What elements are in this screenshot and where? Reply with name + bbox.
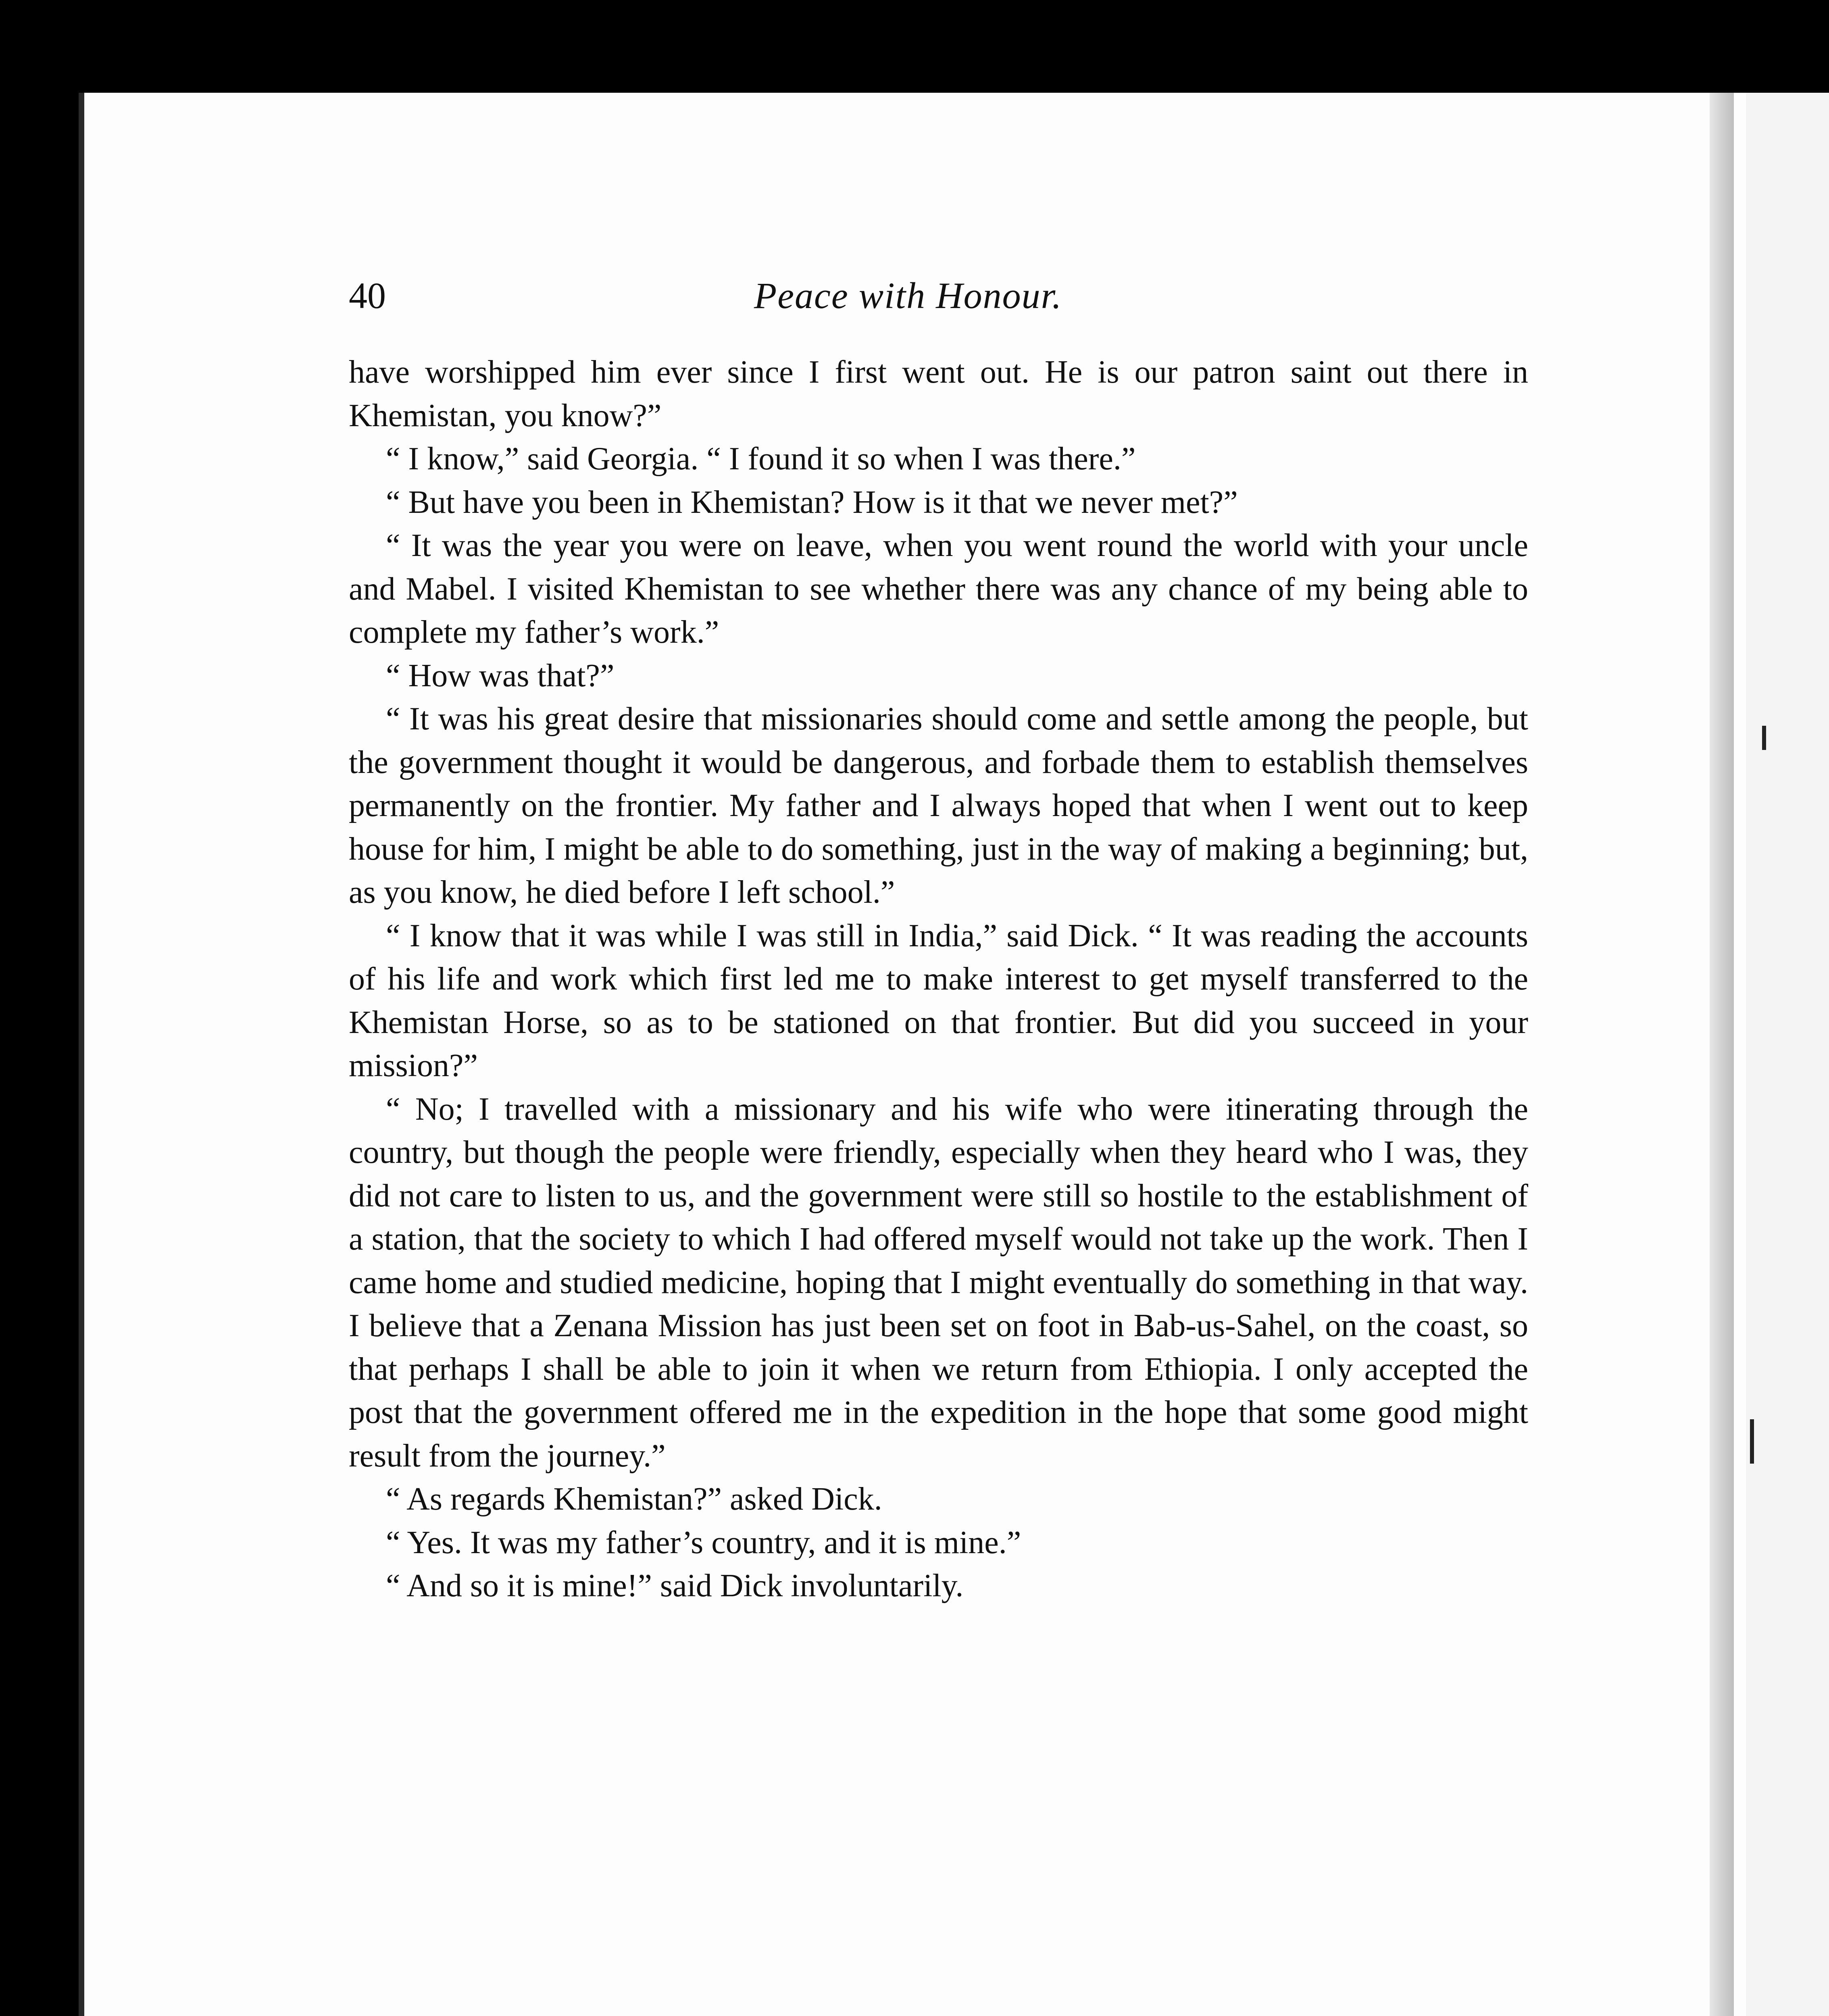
binding-mark — [1762, 726, 1766, 750]
adjacent-page-edge — [1746, 93, 1829, 2016]
binding-mark — [1750, 1419, 1754, 1464]
paragraph: have worshipped him ever since I first went out. He is our patron saint out there in Khemistan, you know?” — [349, 354, 1528, 433]
running-title: Peace with Honour. — [754, 275, 1062, 316]
paragraph: “ But have you been in Khemistan? How is it that we never met?” — [386, 484, 1238, 520]
page-number: 40 — [349, 275, 386, 316]
page-gutter-shadow — [1710, 93, 1734, 2016]
paragraph: “ No; I travelled with a missionary and his wife who were itinerating through the country, but though the people were friendly, especially when they heard who I was, they did not care to listen to us, and the government were still so hostile to the establishment of a station, that the society to which I had offered myself would not take up the work. Then I came home and studied medicine, hoping that I might eventually do something in that way. I believe that a Zenana Mission has just been set on foot in Bab-us-Sahel, on the coast, so that perhaps I shall be able to join it when we return from Ethiopia. I only accepted the post that the government offered me in the expedition in the hope that some good might result from the journey.” — [349, 1091, 1528, 1474]
paragraph: “ As regards Khemistan?” asked Dick. — [386, 1481, 882, 1517]
body-text — [349, 351, 1528, 1608]
paragraph: “ It was the year you were on leave, when you went round the world with your uncle and Mabel. I visited Khemistan to see whether there was any chance of my being able to complete my father’s work.” — [349, 528, 1528, 650]
paragraph: “ And so it is mine!” said Dick involuntarily. — [386, 1568, 964, 1604]
paragraph: “ How was that?” — [386, 658, 615, 694]
paragraph: “ I know that it was while I was still in India,” said Dick. “ It was reading the accounts of his life and work which first led me to make interest to get myself transferred to the Khemistan Horse, so as to be stationed on that frontier. But did you succeed in your mission?” — [349, 918, 1528, 1083]
paragraph: “ It was his great desire that missionaries should come and settle among the people, but the government thought it would be dangerous, and forbade them to establish themselves permanently on the frontier. My father and I always hoped that when I went out to keep house for him, I might be able to do something, just in the way of making a beginning; but, as you know, he died before I left school.” — [349, 701, 1528, 910]
paragraph: “ Yes. It was my father’s country, and it is mine.” — [386, 1524, 1021, 1560]
paragraph: “ I know,” said Georgia. “ I found it so when I was there.” — [386, 441, 1136, 477]
